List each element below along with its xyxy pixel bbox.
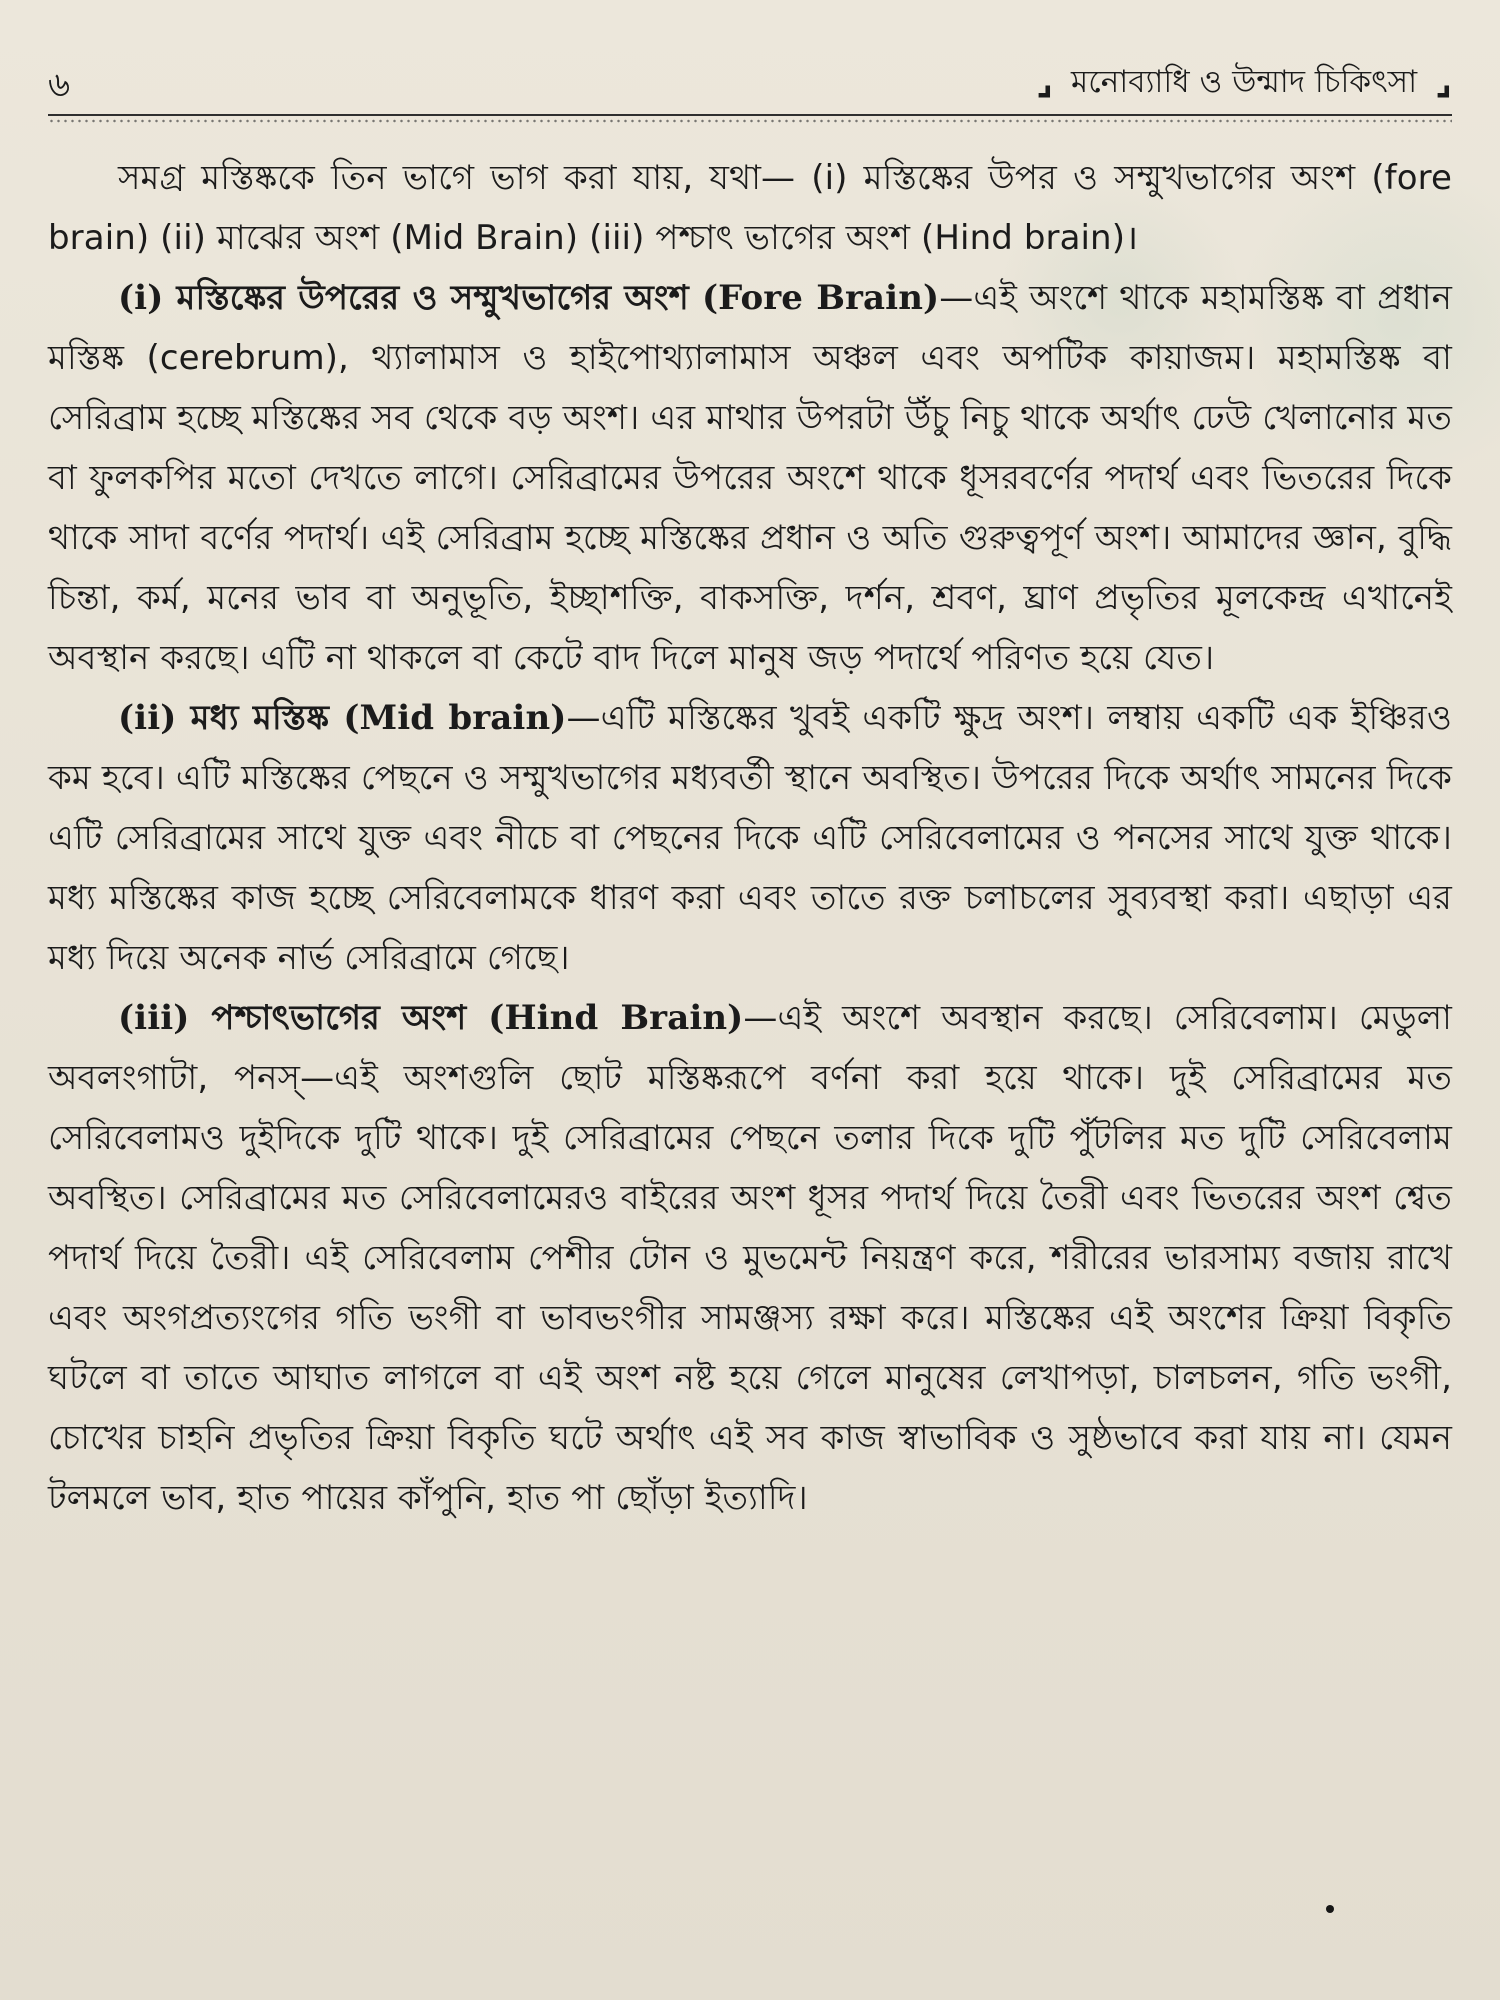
main-text	[48, 148, 1452, 1528]
mid-brain-text: —এটি মস্তিষ্কের খুবই একটি ক্ষুদ্র অংশ। লম্বায় একটি এক ইঞ্চিরও কম হবে। এটি মস্তিষ্কের পেছনে ও সম্মুখভাগের মধ্যবর্তী স্থানে অবস্থিত। উপরের দিকে অর্থাৎ সামনের দিকে এটি সেরিব্রামের সাথে যুক্ত এবং নীচে বা পেছনের দিকে এটি সেরিবেলামের ও পনসের সাথে যুক্ত থাকে। মধ্য মস্তিষ্কের কাজ হচ্ছে সেরিবেলামকে ধারণ করা এবং তাতে রক্ত চলাচলের সুব্যবস্থা করা। এছাড়া এর মধ্য দিয়ে অনেক নার্ভ সেরিব্রামে গেছে।	[48, 698, 1452, 978]
running-head	[1036, 61, 1452, 102]
hind-brain-text: —এই অংশে অবস্থান করছে। সেরিবেলাম। মেডুলা অবলংগাটা, পনস্—এই অংশগুলি ছোট মস্তিষ্করূপে বর্ণনা করা হয়ে থাকে। দুই সেরিব্রামের মত সেরিবেলামও দুইদিকে দুটি থাকে। দুই সেরিব্রামের পেছনে তলার দিকে দুটি পুঁটলির মত দুটি সেরিবেলাম অবস্থিত। সেরিব্রামের মত সেরিবেলামেরও বাইরের অংশ ধূসর পদার্থ দিয়ে তৈরী এবং ভিতরের অংশ শ্বেত পদার্থ দিয়ে তৈরী। এই সেরিবেলাম পেশীর টোন ও মুভমেন্ট নিয়ন্ত্রণ করে, শরীরের ভারসাম্য বজায় রাখে এবং অংগপ্রত্যংগের গতি ভংগী বা ভাবভংগীর সামঞ্জস্য রক্ষা করে। মস্তিষ্কের এই অংশের ক্রিয়া বিকৃতি ঘটলে বা তাতে আঘাত লাগলে বা এই অংশ নষ্ট হয়ে গেলে মানুষের লেখাপড়া, চালচলন, গতি ভংগী, চোখের চাহনি প্রভৃতির ক্রিয়া বিকৃতি ঘটে অর্থাৎ এই সব কাজ স্বাভাবিক ও সুষ্ঠভাবে করা যায় না। যেমন টলমলে ভাব, হাত পায়ের কাঁপুনি, হাত পা ছোঁড়া ইত্যাদি।	[48, 998, 1453, 1518]
intro-paragraph	[48, 148, 1452, 268]
ink-dot-mark	[1326, 1905, 1334, 1913]
hind-brain-heading: (iii) পশ্চাৎভাগের অংশ (Hind Brain)	[118, 998, 744, 1038]
fore-brain-text: —এই অংশে থাকে মহামস্তিষ্ক বা প্রধান মস্তিষ্ক (cerebrum), থ্যালামাস ও হাইপোথ্যালামাস অঞ্চল এবং অপটিক কায়াজম। মহামস্তিষ্ক বা সেরিব্রাম হচ্ছে মস্তিষ্কের সব থেকে বড় অংশ। এর মাথার উপরটা উঁচু নিচু থাকে অর্থাৎ ঢেউ খেলানোর মত বা ফুলকপির মতো দেখতে লাগে। সেরিব্রামের উপরের অংশে থাকে ধূসরবর্ণের পদার্থ এবং ভিতরের দিকে থাকে সাদা বর্ণের পদার্থ। এই সেরিব্রাম হচ্ছে মস্তিষ্কের প্রধান ও অতি গুরুত্বপূর্ণ অংশ। আমাদের জ্ঞান, বুদ্ধি চিন্তা, কর্ম, মনের ভাব বা অনুভূতি, ইচ্ছাশক্তি, বাকসক্তি, দর্শন, শ্রবণ, ঘ্রাণ প্রভৃতির মূলকেন্দ্র এখানেই অবস্থান করছে। এটি না থাকলে বা কেটে বাদ দিলে মানুষ জড় পদার্থে পরিণত হয়ে যেত।	[48, 278, 1452, 678]
left-corner-mark: ⌟	[1036, 61, 1054, 102]
header-dotted-rule	[48, 118, 1452, 124]
header-rule	[48, 114, 1452, 116]
mid-brain-heading: (ii) মধ্য মস্তিষ্ক (Mid brain)	[118, 698, 567, 738]
intro-text: সমগ্র মস্তিষ্ককে তিন ভাগে ভাগ করা যায়, যথা— (i) মস্তিষ্কের উপর ও সম্মুখভাগের অংশ (fore brain) (ii) মাঝের অংশ (Mid Brain) (iii) পশ্চাৎ ভাগের অংশ (Hind brain)।	[48, 158, 1452, 258]
running-title: মনোব্যাধি ও উন্মাদ চিকিৎসা	[1071, 63, 1418, 100]
page-number: ৬	[48, 65, 71, 105]
fore-brain-paragraph	[48, 268, 1452, 688]
right-corner-mark: ⌟	[1435, 61, 1452, 102]
fore-brain-heading: (i) মস্তিষ্কের উপরের ও সম্মুখভাগের অংশ (Fore Brain)	[118, 278, 940, 318]
page-header	[48, 56, 1452, 108]
mid-brain-paragraph	[48, 688, 1452, 988]
hind-brain-paragraph	[48, 988, 1452, 1528]
